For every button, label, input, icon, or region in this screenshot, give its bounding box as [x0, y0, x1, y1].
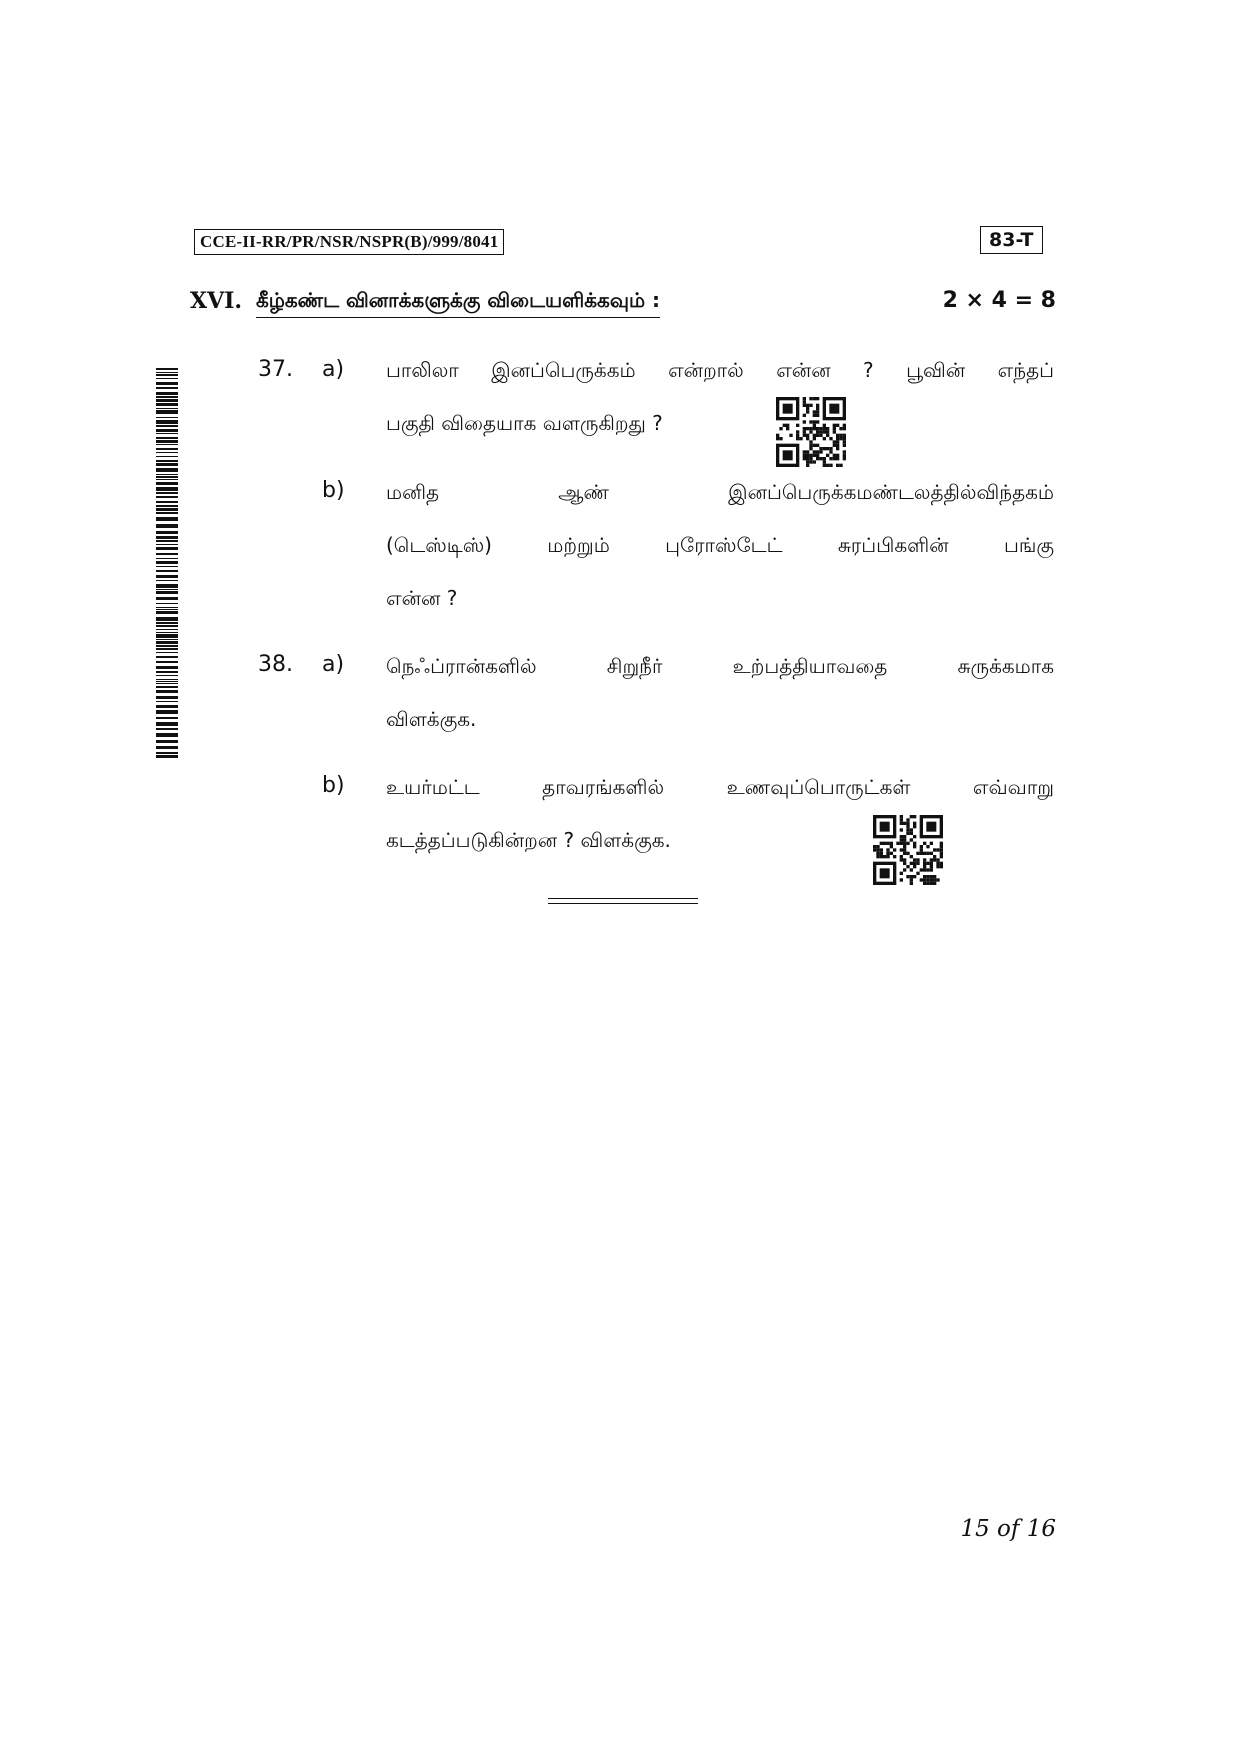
question-part-label: b) [322, 773, 345, 798]
question-line: (டெஸ்டிஸ்) மற்றும் புரோஸ்டேட் சுரப்பிகளின் பங்கு [386, 533, 1054, 557]
qr-code-icon [873, 815, 943, 885]
question-number: 38. [258, 652, 293, 677]
question-part-label: a) [322, 357, 345, 382]
question-line: உயர்மட்ட தாவரங்களில் உணவுப்பொருட்கள் எவ்வாறு [386, 775, 1054, 799]
question-line: பாலிலா இனப்பெருக்கம் என்றால் என்ன ? பூவின் எந்தப் [386, 358, 1054, 382]
question-text [386, 344, 1054, 450]
question-text [386, 761, 1054, 867]
exam-code: CCE-II-RR/PR/NSR/NSPR(B)/999/8041 [194, 229, 504, 255]
question-line: விளக்குக. [386, 707, 477, 731]
end-divider [548, 898, 698, 904]
question-line: என்ன ? [386, 586, 458, 610]
question-number: 37. [258, 357, 293, 382]
question-line: நெஃப்ரான்களில் சிறுநீர் உற்பத்தியாவதை சுருக்கமாக [386, 654, 1054, 678]
question-part-label: b) [322, 478, 345, 503]
question-line: கடத்தப்படுகின்றன ? விளக்குக. [386, 828, 671, 852]
barcode-icon [156, 368, 178, 758]
question-text [386, 466, 1054, 625]
question-line: பகுதி விதையாக வளருகிறது ? [386, 411, 663, 435]
question-part-label: a) [322, 652, 345, 677]
section-marks: 2 × 4 = 8 [942, 288, 1056, 313]
section-title: கீழ்கண்ட வினாக்களுக்கு விடையளிக்கவும் : [256, 288, 660, 318]
question-line: மனித ஆண் இனப்பெருக்கமண்டலத்தில்விந்தகம் [386, 480, 1054, 504]
section-number: XVI. [190, 288, 243, 314]
question-text [386, 640, 1054, 746]
paper-code: 83-T [980, 226, 1043, 254]
page-number: 15 of 16 [960, 1516, 1056, 1542]
qr-code-icon [776, 397, 846, 467]
